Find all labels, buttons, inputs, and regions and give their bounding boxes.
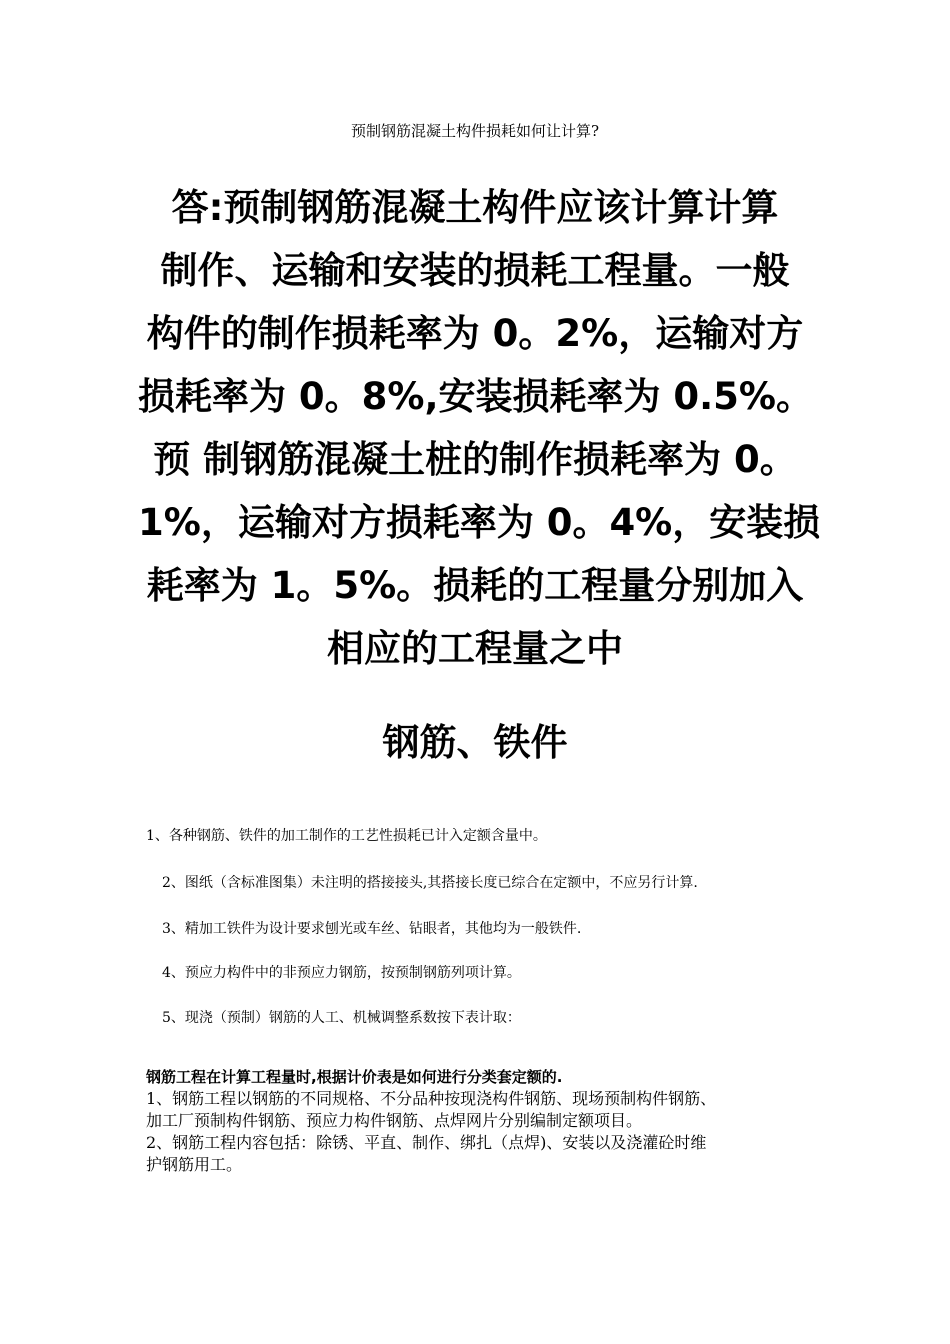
note-item: 5、现浇（预制）钢筋的人工、机械调整系数按下表计取： [162, 1010, 521, 1026]
note-item: 4、预应力构件中的非预应力钢筋，按预制钢筋列项计算。 [162, 965, 521, 981]
pricing-line: 护钢筋用工。 [146, 1155, 243, 1174]
note-item: 1、各种钢筋、铁件的加工制作的工艺性损耗已计入定额含量中。 [146, 828, 547, 844]
answer-line: 耗率为 1。5%。损耗的工程量分别加入 [146, 564, 804, 607]
answer-paragraph [138, 176, 821, 680]
pricing-line: 1、钢筋工程以钢筋的不同规格、不分品种按现浇构件钢筋、现场预制构件钢筋、 [146, 1089, 717, 1108]
section-heading: 钢筋、铁件 [382, 721, 568, 764]
pricing-heading: 钢筋工程在计算工程量时,根据计价表是如何进行分类套定额的. [146, 1068, 563, 1086]
pricing-line: 2、钢筋工程内容包括：除锈、平直、制作、绑扎（点焊)、安装以及浇灌砼时维 [146, 1133, 707, 1152]
answer-line: 制作、运输和安装的损耗工程量。一般 [160, 249, 790, 292]
answer-line: 相应的工程量之中 [327, 627, 623, 670]
answer-line: 答:预制钢筋混凝土构件应该计算计算 [171, 186, 779, 229]
answer-line: 构件的制作损耗率为 0。2%，运输对方 [146, 312, 804, 355]
answer-line: 预 制钢筋混凝土桩的制作损耗率为 0。 [153, 438, 797, 481]
pricing-section [146, 1066, 818, 1176]
note-item: 2、图纸（含标准图集）未注明的搭接接头,其搭接长度已综合在定额中，不应另行计算. [162, 875, 698, 891]
document-title: 预制钢筋混凝土构件损耗如何让计算? [350, 122, 600, 140]
answer-line: 损耗率为 0。8%,安装损耗率为 0.5%。 [138, 375, 813, 418]
pricing-line: 加工厂预制构件钢筋、预应力构件钢筋、点焊网片分别编制定额项目。 [146, 1111, 643, 1130]
note-item: 3、精加工铁件为设计要求刨光或车丝、钻眼者，其他均为一般铁件. [162, 921, 582, 937]
answer-line: 1%，运输对方损耗率为 0。4%，安装损 [138, 501, 821, 544]
